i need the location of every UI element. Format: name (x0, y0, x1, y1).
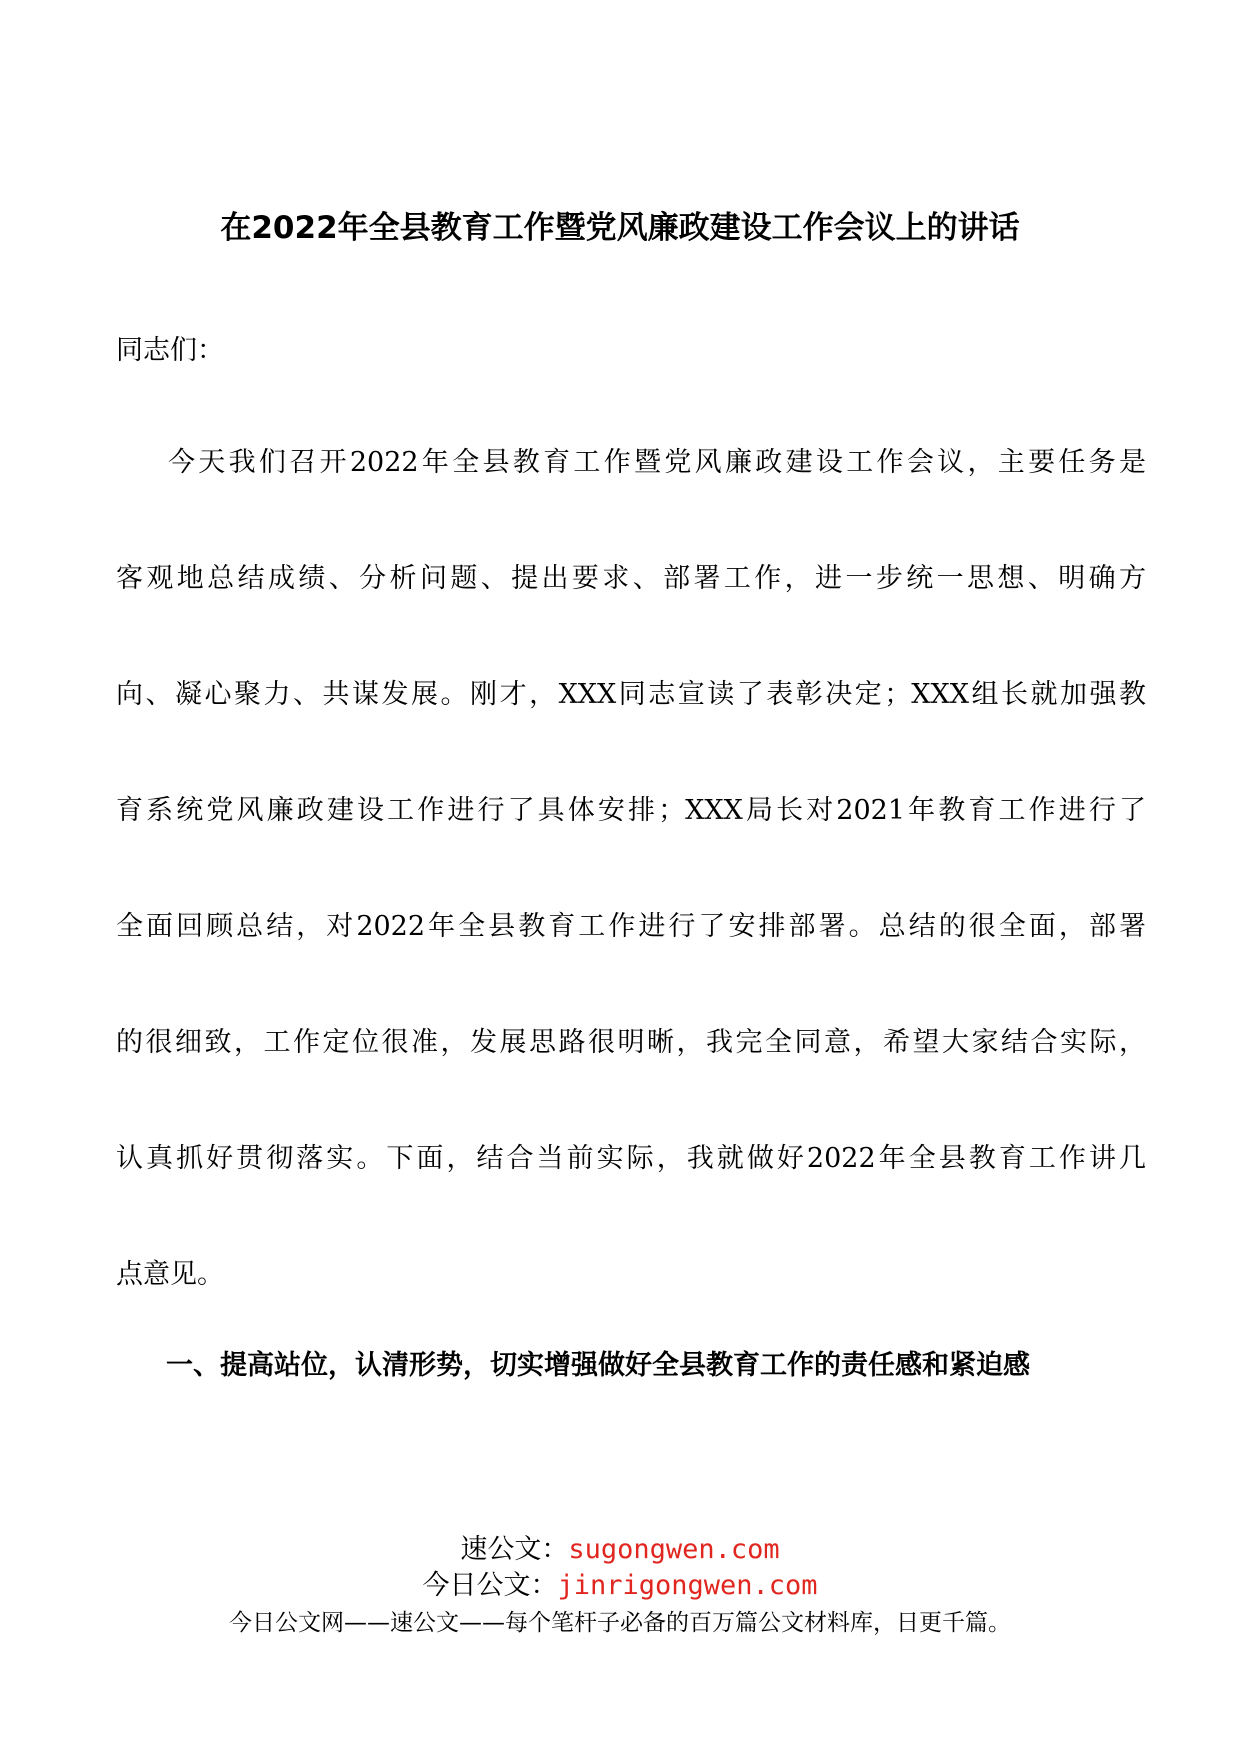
section-heading: 一、提高站位，认清形势，切实增强做好全县教育工作的责任感和紧迫感 (166, 1350, 1030, 1381)
paragraph-line: 全面回顾总结，对2022年全县教育工作进行了安排部署。总结的很全面，部署 (116, 911, 1146, 942)
document-title: 在2022年全县教育工作暨党风廉政建设工作会议上的讲话 (220, 210, 1020, 246)
paragraph-line: 的很细致，工作定位很准，发展思路很明晰，我完全同意，希望大家结合实际， (116, 1027, 1146, 1058)
salutation: 同志们： (116, 335, 224, 366)
footer-sugongwen (0, 1527, 1240, 1566)
footer-jinrigongwen (0, 1563, 1240, 1602)
footer-label: 速公文： (460, 1534, 569, 1565)
paragraph-line: 点意见。 (116, 1259, 224, 1290)
paragraph-line: 向、凝心聚力、共谋发展。刚才，XXX同志宣读了表彰决定；XXX组长就加强教 (116, 679, 1146, 710)
paragraph-line: 今天我们召开2022年全县教育工作暨党风廉政建设工作会议，主要任务是 (168, 447, 1146, 478)
footer-link-jinrigongwen[interactable]: jinrigongwen.com (557, 1570, 818, 1601)
footer-link-sugongwen[interactable]: sugongwen.com (568, 1534, 780, 1565)
footer-label: 今日公文： (422, 1570, 558, 1601)
footer-tagline: 今日公文网——速公文——每个笔杆子必备的百万篇公文材料库，日更千篇。 (229, 1610, 1011, 1636)
paragraph-line: 育系统党风廉政建设工作进行了具体安排；XXX局长对2021年教育工作进行了 (116, 795, 1146, 826)
paragraph-line: 客观地总结成绩、分析问题、提出要求、部署工作，进一步统一思想、明确方 (116, 563, 1146, 594)
paragraph-line: 认真抓好贯彻落实。下面，结合当前实际，我就做好2022年全县教育工作讲几 (116, 1143, 1146, 1174)
